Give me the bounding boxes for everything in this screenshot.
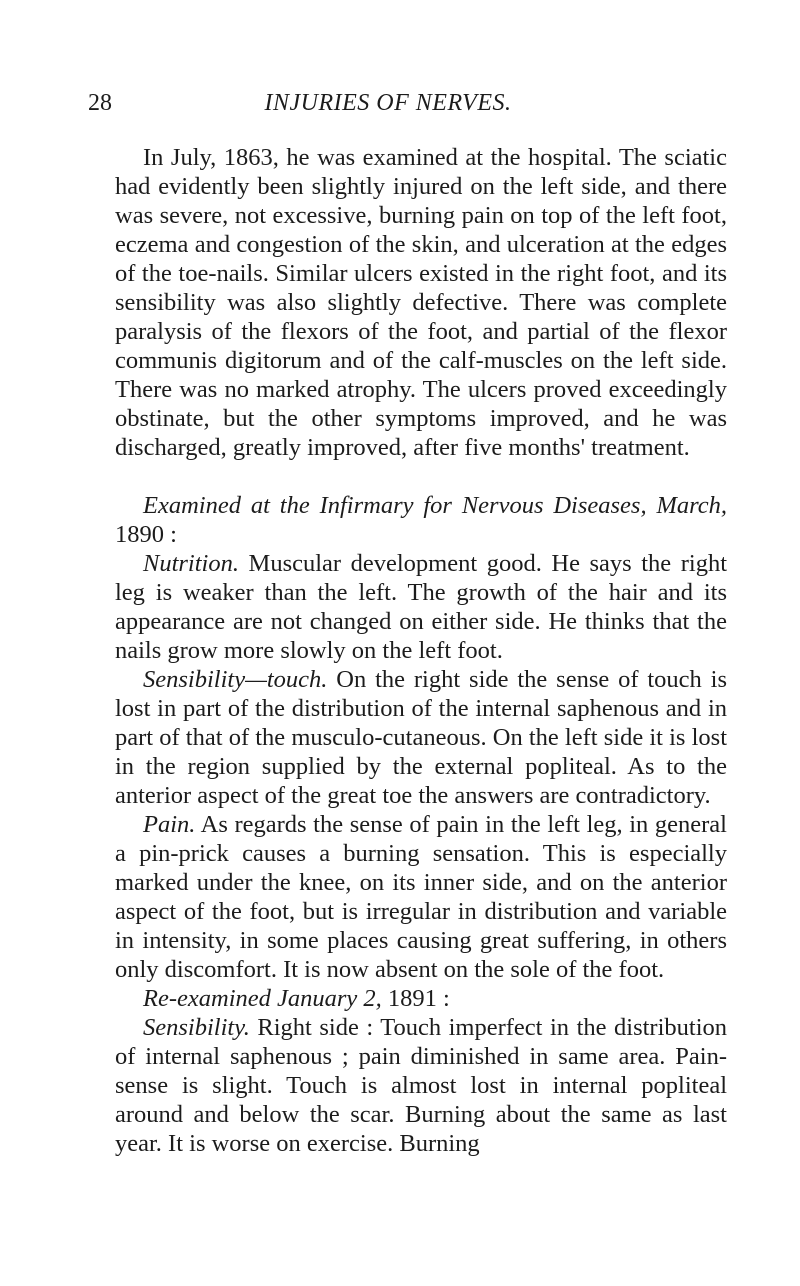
paragraph-hospital-exam: In July, 1863, he was examined at the hospital. The sciatic had evidently been slightly injured on the left side, and there was severe, not excessive, burning pain on top of the left foot, eczema and congestion of the skin, and ulceration at the edges of the toe-nails. Similar ulcers existed in the right foot, and its sensibility was also slightly defective. There was complete paralysis of the flexors of the foot, and partial of the flexor communis digitorum and of the calf-muscles on the left side. There was no marked atrophy. The ulcers proved exceedingly obstinate, but the other symptoms improved, and he was discharged, greatly improved, after five months' treatment. bbox=[115, 144, 727, 461]
page-number: 28 bbox=[88, 90, 112, 116]
sensibility-touch-heading: Sensibility—touch. bbox=[143, 666, 328, 693]
page-body bbox=[115, 143, 727, 1158]
running-head bbox=[88, 88, 728, 118]
sensibility-touch-text: On the right side the sense of touch is lost in part of the distribution of the internal saphenous and in part of that of the musculo-cutaneous. On the left side it is lost in the region supplied by the external popliteal. As to the anterior aspect of the great toe the answers are contradictory. bbox=[115, 666, 728, 809]
re-examined-date: 1891 : bbox=[387, 985, 450, 1012]
pain-text: As regards the sense of pain in the left leg, in general a pin-prick causes a burning sensation. This is especially marked under the knee, on its inner side, and on the anterior aspect of the foot, but is irregular in distribution and variable in intensity, in some places causing great suffering, in others only discomfort. It is now absent on the sole of the foot. bbox=[115, 811, 727, 983]
paragraph-pain bbox=[115, 810, 727, 984]
infirmary-exam-date: 1890 : bbox=[115, 521, 177, 548]
nutrition-text: Muscular development good. He says the right leg is weaker than the left. The growth of the hair and its appearance are not changed on either side. He thinks that the nails grow more slowly on the left foot. bbox=[115, 550, 728, 664]
paragraph-nutrition bbox=[115, 549, 727, 665]
infirmary-exam-heading: Examined at the Infirmary for Nervous Diseases, March, bbox=[143, 492, 727, 519]
sensibility-1891-text: Right side : Touch imperfect in the distribution of internal saphenous ; pain diminished in same area. Pain-sense is slight. Touch is almost lost in internal popliteal around and below the scar. Burning about the same as last year. It is worse on exercise. Burning bbox=[115, 1014, 728, 1157]
sensibility-1891-heading: Sensibility. bbox=[143, 1014, 250, 1041]
re-examined-heading: Re-examined January 2, bbox=[143, 985, 382, 1012]
paragraph-sensibility-1891 bbox=[115, 1013, 727, 1158]
paragraph-re-examined bbox=[115, 984, 727, 1013]
nutrition-heading: Nutrition. bbox=[143, 550, 239, 577]
pain-heading: Pain. bbox=[143, 811, 196, 838]
header-title: INJURIES OF NERVES. bbox=[264, 90, 512, 116]
paragraph-infirmary-exam-heading bbox=[115, 491, 727, 549]
paragraph-sensibility-touch bbox=[115, 665, 727, 810]
